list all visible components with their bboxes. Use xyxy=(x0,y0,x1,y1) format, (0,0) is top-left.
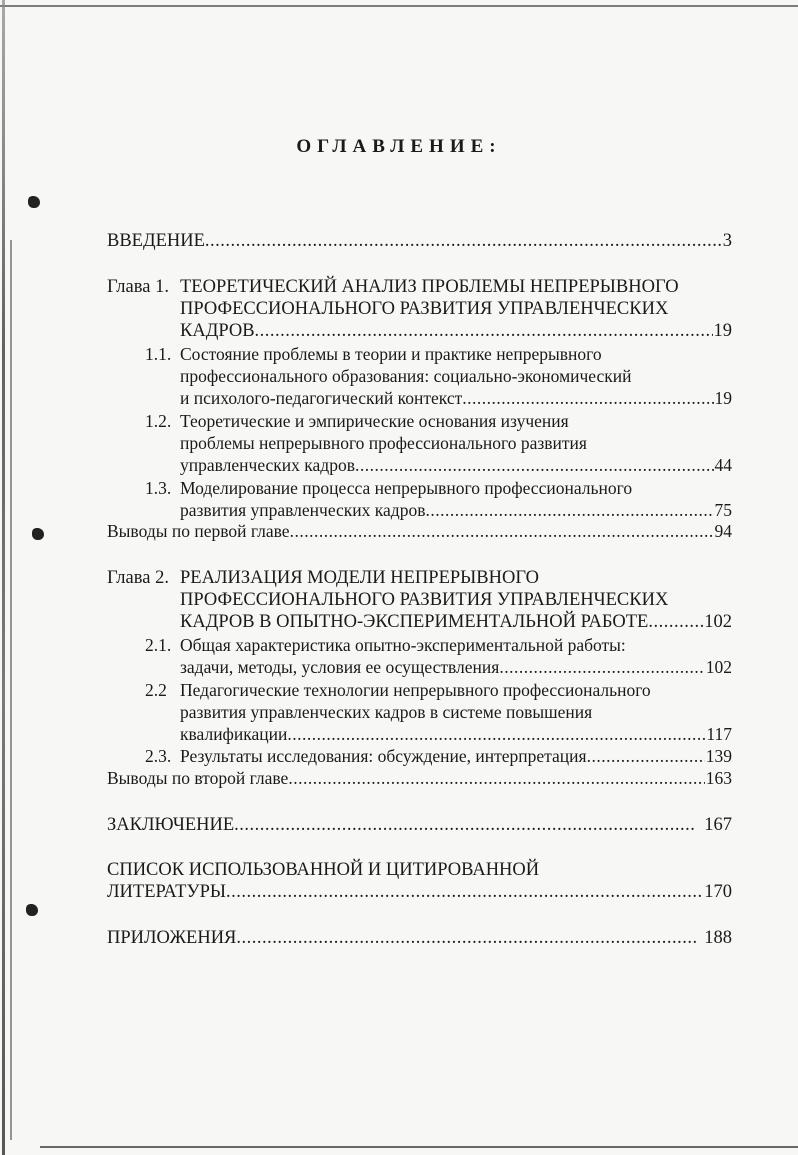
entry-label: КАДРОВ В ОПЫТНО-ЭКСПЕРИМЕНТАЛЬНОЙ РАБОТЕ xyxy=(180,612,649,632)
entry-label: ЛИТЕРАТУРЫ xyxy=(107,882,226,902)
toc-entry-2-1[interactable] xyxy=(180,656,732,678)
page-number: 94 xyxy=(714,521,732,541)
toc-entry-references[interactable] xyxy=(107,881,732,903)
toc-entry-conclusion[interactable] xyxy=(107,814,732,836)
page-number: 102 xyxy=(705,657,732,677)
section-title-line: профессионального образования: социально-экономический xyxy=(180,366,632,386)
section-title-line: проблемы непрерывного профессионального развития xyxy=(180,433,587,453)
page-number: 163 xyxy=(705,768,732,788)
chapter-title-line: ТЕОРЕТИЧЕСКИЙ АНАЛИЗ ПРОБЛЕМЫ НЕПРЕРЫВНОГО xyxy=(180,277,679,297)
toc-entry-1-1[interactable] xyxy=(180,387,732,409)
leader-dots xyxy=(226,881,703,903)
page-number: 139 xyxy=(705,746,732,766)
chapter-title-last-line[interactable] xyxy=(180,611,732,633)
entry-label: КАДРОВ xyxy=(180,321,255,341)
references-title-line: СПИСОК ИСПОЛЬЗОВАННОЙ И ЦИТИРОВАННОЙ xyxy=(107,860,540,880)
entry-label: ВВЕДЕНИЕ xyxy=(107,231,205,251)
toc-entry-2-2[interactable] xyxy=(180,723,732,745)
section-title-line: Состояние проблемы в теории и практике непрерывного xyxy=(180,344,602,364)
entry-label: задачи, методы, условия ее осуществления xyxy=(180,657,500,677)
scan-blot xyxy=(32,528,44,540)
leader-dots xyxy=(648,611,703,633)
chapter-title-line: ПРОФЕССИОНАЛЬНОГО РАЗВИТИЯ УПРАВЛЕНЧЕСКИХ xyxy=(180,590,669,610)
toc-entry-1-2[interactable] xyxy=(180,454,732,476)
toc-entry-appendices[interactable] xyxy=(107,927,732,949)
toc-entry-1-3[interactable] xyxy=(180,499,732,521)
leader-dots xyxy=(290,520,714,542)
scan-edge-left xyxy=(2,0,5,1155)
leader-dots xyxy=(462,387,713,409)
page-number: 75 xyxy=(714,500,732,520)
chapter-title-line: ПРОФЕССИОНАЛЬНОГО РАЗВИТИЯ УПРАВЛЕНЧЕСКИХ xyxy=(180,299,669,319)
section-number: 1.3. xyxy=(145,478,172,498)
section-number: 2.2 xyxy=(145,680,167,700)
page-number: 102 xyxy=(704,612,732,632)
chapter-prefix: Глава 2. xyxy=(107,568,169,588)
toc-entry-intro[interactable] xyxy=(107,230,732,252)
entry-label: управленческих кадров xyxy=(180,455,355,475)
section-number: 2.3. xyxy=(145,746,172,766)
section-title-line: Теоретические и эмпирические основания изучения xyxy=(180,411,569,431)
page-number: 19 xyxy=(713,321,732,341)
entry-label: Результаты исследования: обсуждение, интерпретация xyxy=(180,746,587,766)
toc-entry-2-3[interactable] xyxy=(180,745,732,767)
section-number: 2.1. xyxy=(145,635,172,655)
entry-label: Выводы по второй главе xyxy=(107,768,289,788)
toc-title: ОГЛАВЛЕНИЕ: xyxy=(296,136,502,157)
entry-label: квалификации xyxy=(180,724,288,744)
entry-label: ПРИЛОЖЕНИЯ xyxy=(107,928,237,948)
scan-blot xyxy=(28,196,40,208)
leader-dots xyxy=(255,320,713,342)
page-number: 167 xyxy=(704,815,732,835)
section-number: 1.1. xyxy=(145,344,172,364)
chapter-title-last-line[interactable] xyxy=(180,320,732,342)
page-number: 3 xyxy=(722,231,732,251)
page-number: 117 xyxy=(706,724,732,744)
scan-blot xyxy=(26,904,38,916)
scan-edge-bottom xyxy=(40,1146,798,1148)
leader-dots xyxy=(234,814,696,836)
chapter-title-line: РЕАЛИЗАЦИЯ МОДЕЛИ НЕПРЕРЫВНОГО xyxy=(180,568,539,588)
section-title-line: Моделирование процесса непрерывного профессионального xyxy=(180,478,633,498)
toc-entry-chapter2-conclusions[interactable] xyxy=(107,767,732,789)
leader-dots xyxy=(236,927,696,949)
leader-dots xyxy=(499,656,704,678)
leader-dots xyxy=(205,230,722,252)
leader-dots xyxy=(287,723,705,745)
leader-dots xyxy=(587,745,705,767)
chapter-prefix: Глава 1. xyxy=(107,277,169,297)
page-number: 44 xyxy=(714,455,732,475)
page-number: 188 xyxy=(704,928,732,948)
entry-label: и психолого-педагогический контекст xyxy=(180,388,463,408)
entry-label: Выводы по первой главе xyxy=(107,521,290,541)
section-number: 1.2. xyxy=(145,411,172,431)
section-title-line: Педагогические технологии непрерывного профессионального xyxy=(180,680,651,700)
page-number: 170 xyxy=(704,882,732,902)
entry-label: ЗАКЛЮЧЕНИЕ xyxy=(107,815,235,835)
scan-edge-top xyxy=(0,5,798,7)
leader-dots xyxy=(288,767,704,789)
toc-entry-chapter1-conclusions[interactable] xyxy=(107,520,732,542)
scan-edge-left-inner xyxy=(10,240,12,1140)
entry-label: развития управленческих кадров xyxy=(180,500,426,520)
page-number: 19 xyxy=(714,388,732,408)
leader-dots xyxy=(355,454,714,476)
section-title-line: развития управленческих кадров в системе повышения xyxy=(180,702,593,722)
leader-dots xyxy=(425,499,713,521)
section-title-line: Общая характеристика опытно-экспериментальной работы: xyxy=(180,635,626,655)
